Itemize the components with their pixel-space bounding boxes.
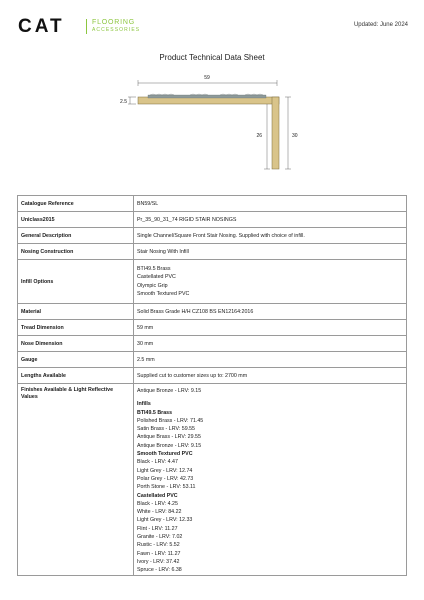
finish-item: Black - LRV: 4.47 bbox=[137, 459, 178, 466]
spec-value: 2.5 mm bbox=[134, 352, 407, 368]
spec-label: General Description bbox=[18, 228, 134, 244]
finishes-list bbox=[134, 384, 407, 576]
infills-heading: Infills bbox=[137, 401, 151, 408]
finish-item: Spruce - LRV: 6.38 bbox=[137, 567, 182, 574]
logo-subtitle-line-1: FLOORING bbox=[92, 19, 135, 26]
table-row bbox=[18, 384, 407, 576]
table-row bbox=[18, 352, 407, 368]
finish-item: Ivory - LRV: 37.42 bbox=[137, 558, 180, 565]
spec-value: Pr_35_90_31_74 RIGID STAIR NOSINGS bbox=[134, 212, 407, 228]
finish-group-heading: BTI49.5 Brass bbox=[137, 409, 173, 416]
spec-value-list bbox=[134, 260, 407, 304]
table-row bbox=[18, 304, 407, 320]
finish-item: Porth Stone - LRV: 53.11 bbox=[137, 484, 196, 491]
spec-label: Catalogue Reference bbox=[18, 196, 134, 212]
thickness-dimension-label: 2.5 bbox=[120, 99, 127, 105]
spec-label: Infill Options bbox=[18, 260, 134, 304]
finish-item: Satin Brass - LRV: 59.55 bbox=[137, 426, 196, 433]
finish-item: Flint - LRV: 11.27 bbox=[137, 525, 178, 532]
finish-item: Rustic - LRV: 5.52 bbox=[137, 542, 180, 549]
table-row bbox=[18, 368, 407, 384]
nose-leg bbox=[272, 97, 279, 169]
spec-label: Uniclass2015 bbox=[18, 212, 134, 228]
table-row bbox=[18, 336, 407, 352]
finish-group-heading: Castellated PVC bbox=[137, 492, 178, 499]
finish-group-heading: Smooth Textured PVC bbox=[137, 451, 193, 458]
page-header bbox=[18, 16, 408, 38]
spec-value: Single Channel/Square Front Stair Nosing. Supplied with choice of infill. bbox=[134, 228, 407, 244]
spec-value: 59 mm bbox=[134, 320, 407, 336]
brand-logo: CAT bbox=[18, 16, 65, 37]
finish-item: Antique Bronze - LRV: 9.15 bbox=[137, 442, 202, 449]
spec-value: Stair Nosing With Infill bbox=[134, 244, 407, 260]
brand-logo-subtitle bbox=[92, 19, 140, 34]
spec-label: Lengths Available bbox=[18, 368, 134, 384]
page-title: Product Technical Data Sheet bbox=[159, 53, 265, 62]
logo-subtitle-line-2: ACCESSORIES bbox=[92, 27, 141, 33]
spec-label: Tread Dimension bbox=[18, 320, 134, 336]
spec-table bbox=[17, 195, 407, 576]
width-dimension-label: 59 bbox=[204, 75, 210, 81]
spec-label: Nosing Construction bbox=[18, 244, 134, 260]
finish-item: Black - LRV: 4.25 bbox=[137, 500, 178, 507]
finish-item: Polished Brass - LRV: 71.45 bbox=[137, 417, 204, 424]
table-row bbox=[18, 212, 407, 228]
infill-option: Olympic Grip bbox=[137, 282, 168, 289]
infill-strip bbox=[148, 94, 266, 98]
spec-label: Nose Dimension bbox=[18, 336, 134, 352]
logo-divider bbox=[86, 19, 87, 34]
spec-value: BN59/SL bbox=[134, 196, 407, 212]
profile-drawing bbox=[110, 70, 310, 180]
infill-option: Castellated PVC bbox=[137, 274, 176, 281]
finish-item: Polar Grey - LRV: 42.73 bbox=[137, 475, 194, 482]
infill-option: BTI49.5 Brass bbox=[137, 265, 171, 272]
finish-item: White - LRV: 84.22 bbox=[137, 509, 182, 516]
spec-label: Gauge bbox=[18, 352, 134, 368]
finish-item: Antique Brass - LRV: 29.55 bbox=[137, 434, 201, 441]
infill-option: Smooth Textured PVC bbox=[137, 290, 190, 297]
updated-date: Updated: June 2024 bbox=[353, 22, 408, 28]
finish-item: Light Grey - LRV: 12.33 bbox=[137, 517, 193, 524]
table-row bbox=[18, 228, 407, 244]
table-row bbox=[18, 260, 407, 304]
spec-value: 30 mm bbox=[134, 336, 407, 352]
nose-dimension-label: 30 bbox=[292, 133, 298, 139]
spec-label: Material bbox=[18, 304, 134, 320]
inner-leg-dimension-label: 26 bbox=[256, 133, 262, 139]
table-row bbox=[18, 244, 407, 260]
spec-value: Supplied cut to customer sizes up to: 2700 mm bbox=[134, 368, 407, 384]
spec-value: Solid Brass Grade H/H CZ108 BS EN12164:2016 bbox=[134, 304, 407, 320]
base-finish: Antique Bronze - LRV: 9.15 bbox=[137, 388, 202, 394]
finish-item: Granite - LRV: 7.02 bbox=[137, 534, 183, 541]
table-row bbox=[18, 320, 407, 336]
table-row bbox=[18, 196, 407, 212]
finish-item: Light Grey - LRV: 12.74 bbox=[137, 467, 193, 474]
finish-item: Fawn - LRV: 11.27 bbox=[137, 550, 181, 557]
spec-label: Finishes Available & Light Reflective Values bbox=[18, 384, 134, 576]
